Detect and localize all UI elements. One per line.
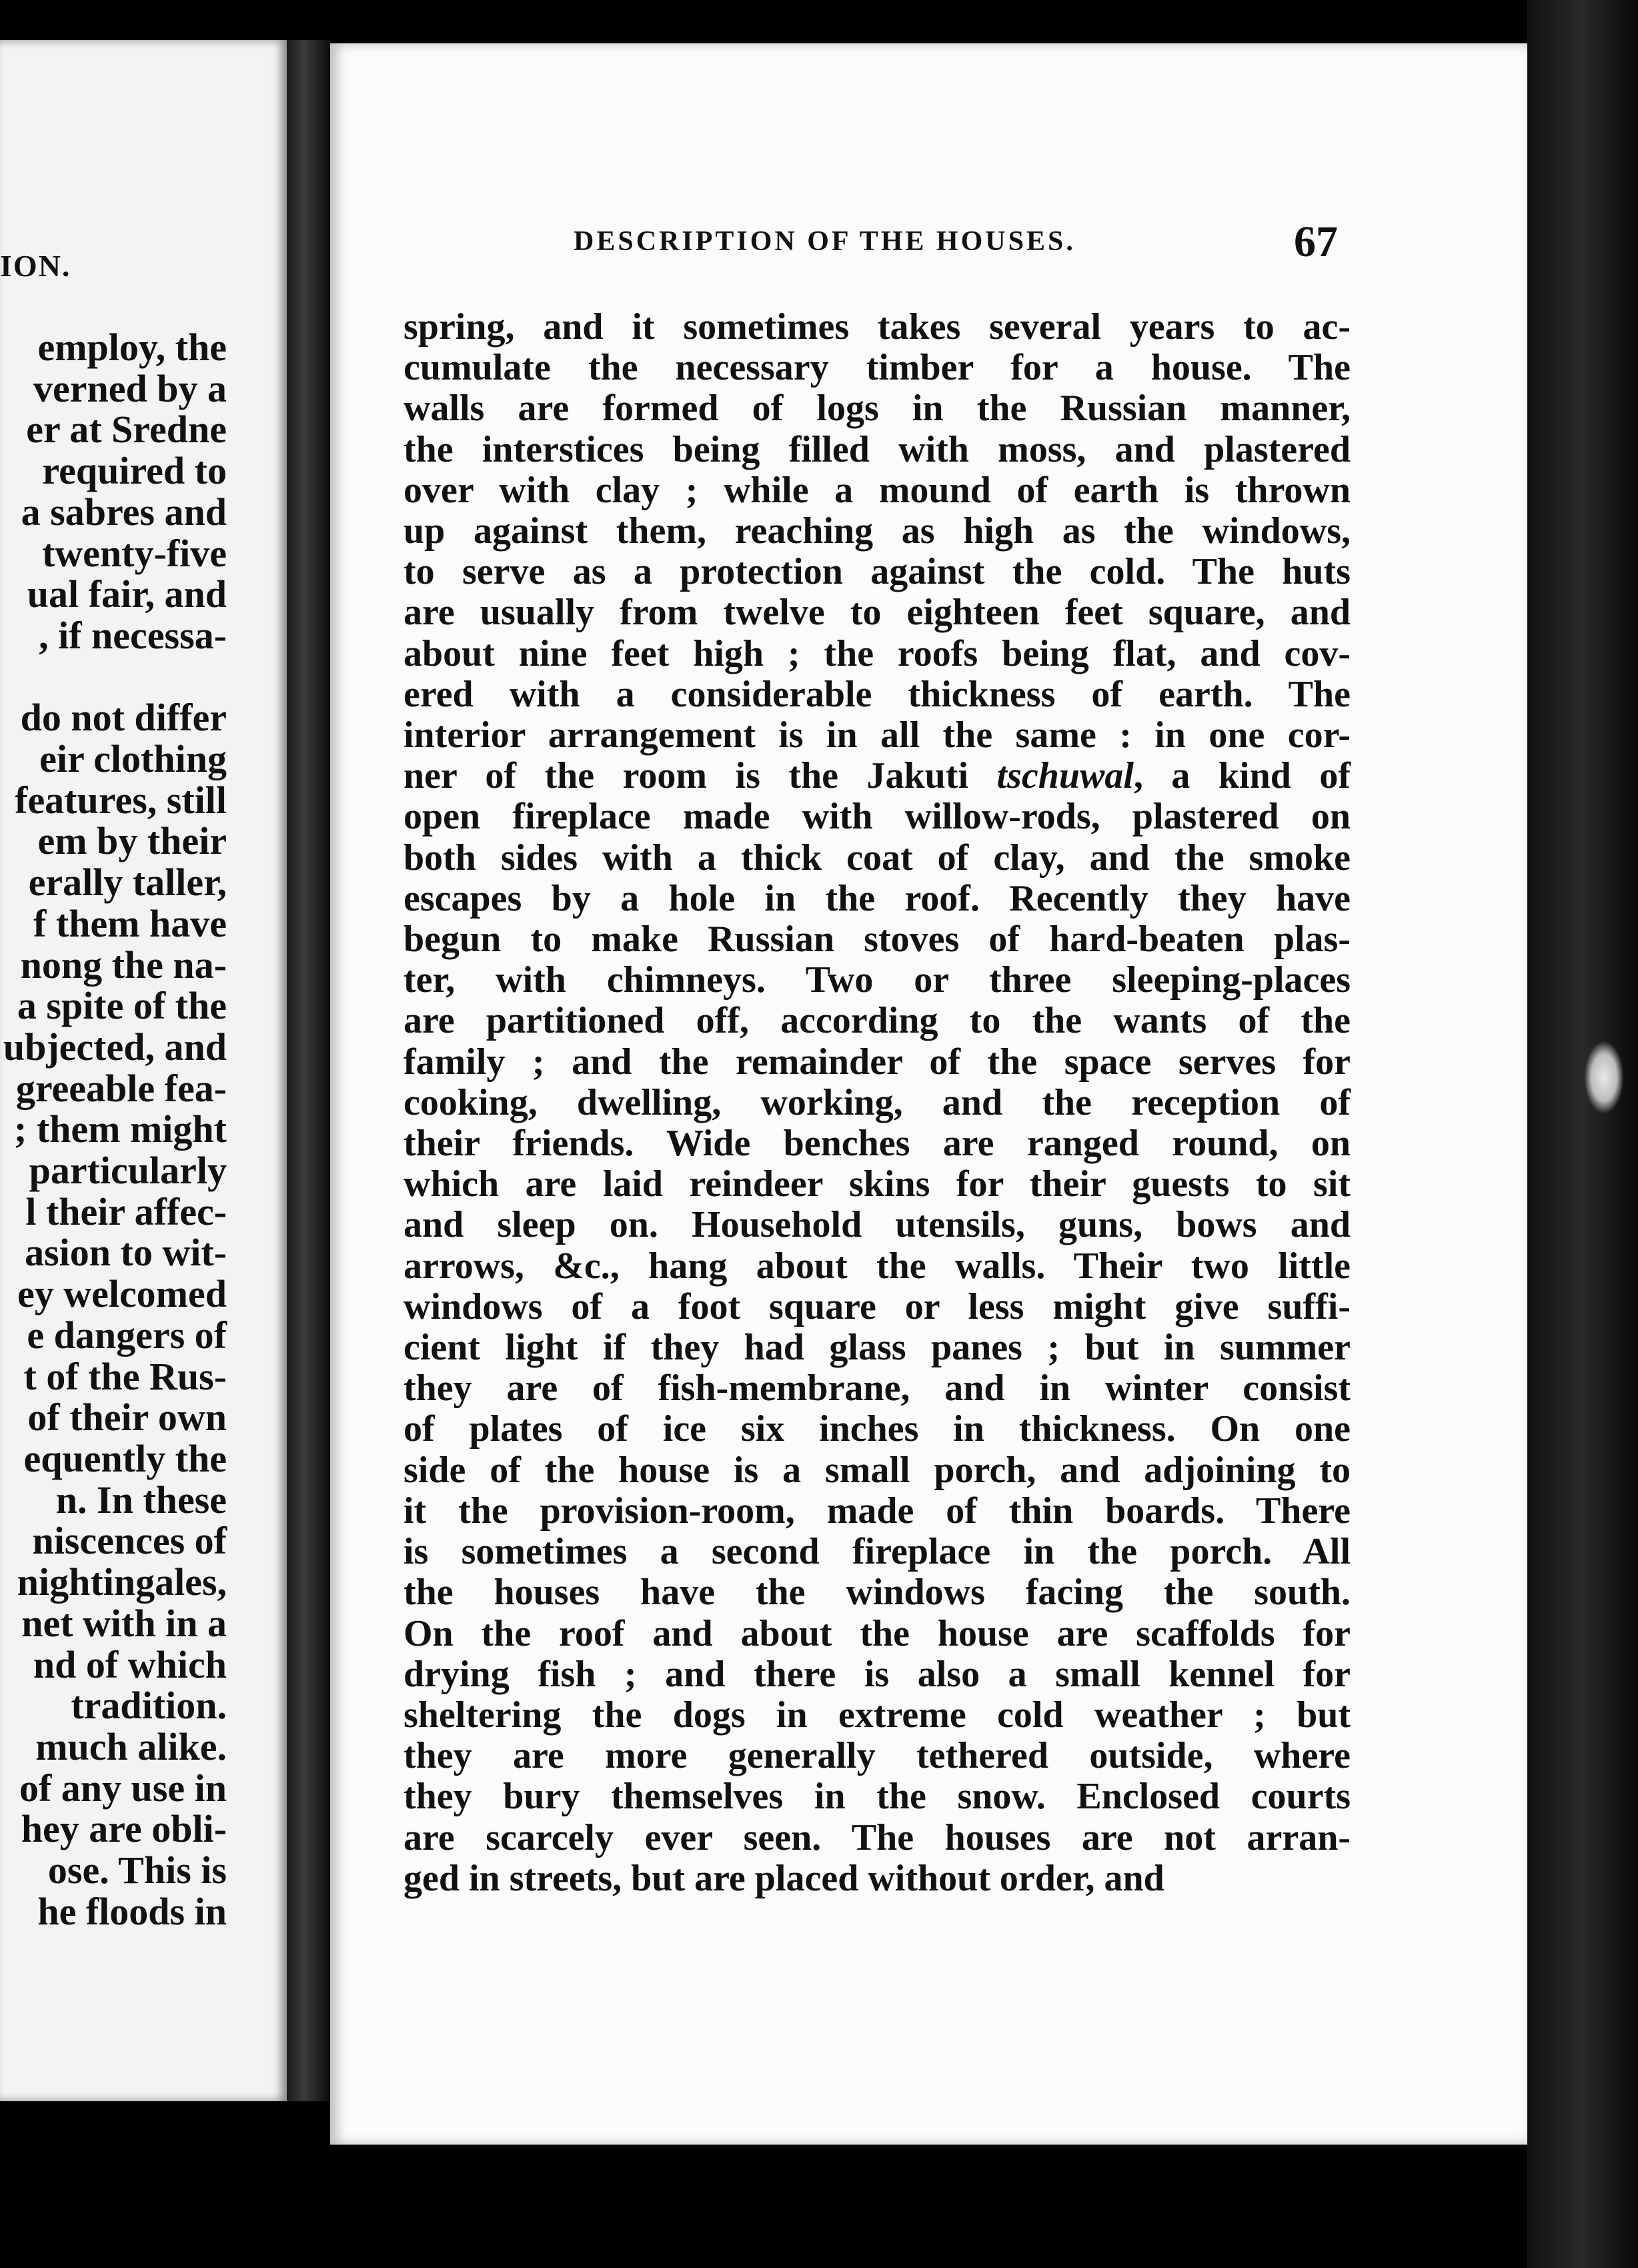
left-page-fragment (0, 40, 287, 2101)
left-text-line: a sabres and (21, 490, 227, 534)
left-text-line: niscences of (32, 1519, 227, 1563)
book-gutter (287, 40, 330, 2101)
left-text-line: e dangers of (27, 1313, 227, 1357)
left-text-line: tradition. (71, 1684, 227, 1728)
body-text-line: escapes by a hole in the roof. Recently they have (403, 877, 1351, 919)
left-text-line: asion to wit- (25, 1231, 227, 1275)
left-text-line: equently the (23, 1436, 227, 1480)
left-text-line: verned by a (33, 366, 227, 410)
body-text-line: arrows, &c., hang about the walls. Their two little (403, 1245, 1351, 1287)
left-running-title: ION. (0, 249, 71, 283)
left-text-line: ose. This is (47, 1848, 227, 1892)
body-text-line: On the roof and about the house are scaffolds for (403, 1612, 1351, 1654)
running-title: DESCRIPTION OF THE HOUSES. (574, 226, 1076, 257)
body-text-line: drying fish ; and there is also a small kennel for (403, 1653, 1351, 1695)
body-text-line: and sleep on. Household utensils, guns, bows and (403, 1204, 1351, 1246)
left-text-line: required to (42, 449, 227, 493)
left-text-line: features, still (15, 778, 227, 822)
left-text-line: ey welcomed (17, 1272, 227, 1316)
left-text-line: ual fair, and (27, 572, 227, 616)
left-text-line: ubjected, and (3, 1025, 227, 1069)
body-text-line: windows of a foot square or less might give suffi- (403, 1285, 1351, 1327)
body-text-line: ner of the room is the Jakuti tschuwal, a kind of (403, 755, 1351, 797)
left-text-line: a spite of the (17, 984, 227, 1028)
left-page-text (0, 327, 227, 1932)
body-text-line: to serve as a protection against the cold. The huts (403, 551, 1351, 593)
page-body-text (403, 307, 1351, 1899)
body-text-line: it the provision-room, made of thin boards. There (403, 1490, 1351, 1532)
left-text-line: greeable fea- (15, 1066, 227, 1110)
body-text-line: is sometimes a second fireplace in the porch. All (403, 1531, 1351, 1573)
edge-speck (1584, 1041, 1624, 1114)
left-text-line: twenty-five (41, 531, 227, 575)
body-text-line: they are more generally tethered outside, where (403, 1735, 1351, 1777)
page-number: 67 (1294, 217, 1338, 266)
left-text-line: nightingales, (17, 1560, 227, 1604)
body-text-line: open fireplace made with willow-rods, plastered on (403, 796, 1351, 838)
left-text-line: n. In these (55, 1478, 227, 1522)
left-text-line: , if necessa- (39, 613, 227, 657)
body-text-line: ter, with chimneys. Two or three sleeping-places (403, 959, 1351, 1001)
left-text-line: eir clothing (39, 737, 227, 781)
left-text-line: much alike. (35, 1724, 227, 1768)
left-text-line: of any use in (19, 1766, 227, 1810)
body-text-line: about nine feet high ; the roofs being flat, and cov- (403, 632, 1351, 674)
body-text-line: sheltering the dogs in extreme cold weather ; but (403, 1694, 1351, 1736)
body-text-line: spring, and it sometimes takes several years to ac- (403, 306, 1351, 348)
body-text-line: the houses have the windows facing the south. (403, 1572, 1351, 1614)
left-text-line: f them have (33, 901, 227, 945)
body-text-line: they bury themselves in the snow. Enclosed courts (403, 1776, 1351, 1818)
body-text-line: which are laid reindeer skins for their guests to sit (403, 1163, 1351, 1205)
left-text-line: of their own (27, 1395, 227, 1440)
body-text-line: begun to make Russian stoves of hard-beaten plas- (403, 919, 1351, 961)
body-text-line: cient light if they had glass panes ; but in summer (403, 1327, 1351, 1369)
body-text-line: family ; and the remainder of the space serves for (403, 1041, 1351, 1083)
body-text-line: both sides with a thick coat of clay, and the smoke (403, 836, 1351, 879)
body-text-line: ged in streets, but are placed without order, and (403, 1857, 1164, 1899)
left-text-line: er at Sredne (26, 408, 227, 452)
left-text-line: employ, the (37, 326, 227, 369)
body-text-line: are scarcely ever seen. The houses are not arran- (403, 1816, 1351, 1858)
body-text-line: walls are formed of logs in the Russian manner, (403, 388, 1351, 430)
right-binding-edge (1527, 0, 1638, 2268)
left-text-line: nd of which (33, 1642, 227, 1686)
body-text-line: their friends. Wide benches are ranged round, on (403, 1123, 1351, 1165)
left-text-line: nong the na- (20, 943, 227, 987)
left-text-line: he floods in (37, 1889, 227, 1933)
left-text-line: net with in a (21, 1601, 227, 1645)
body-text-line: ered with a considerable thickness of earth. The (403, 673, 1351, 715)
left-text-line: l their affec- (25, 1189, 227, 1233)
left-text-line: do not differ (20, 696, 227, 740)
left-text-line: hey are obli- (21, 1807, 227, 1851)
body-text-line: are partitioned off, according to the wants of the (403, 1000, 1351, 1042)
body-text-line: cumulate the necessary timber for a house. The (403, 347, 1351, 389)
left-text-line: t of the Rus- (23, 1354, 227, 1398)
body-text-line: of plates of ice six inches in thickness. On one (403, 1408, 1351, 1450)
left-text-line (0, 656, 227, 698)
left-text-line: ; them might (14, 1107, 227, 1151)
body-text-line: over with clay ; while a mound of earth is thrown (403, 469, 1351, 511)
left-text-line: erally taller, (28, 861, 227, 905)
body-text-line: side of the house is a small porch, and adjoining to (403, 1449, 1351, 1491)
body-text-line: interior arrangement is in all the same : in one cor- (403, 714, 1351, 756)
body-text-line: they are of fish-membrane, and in winter consist (403, 1367, 1351, 1409)
body-text-line: up against them, reaching as high as the windows, (403, 510, 1351, 552)
body-text-line: are usually from twelve to eighteen feet square, and (403, 592, 1351, 634)
body-text-line: cooking, dwelling, working, and the reception of (403, 1081, 1351, 1123)
left-text-line: particularly (29, 1149, 227, 1193)
left-text-line: em by their (37, 819, 227, 863)
body-text-line: the interstices being filled with moss, and plastered (403, 428, 1351, 470)
